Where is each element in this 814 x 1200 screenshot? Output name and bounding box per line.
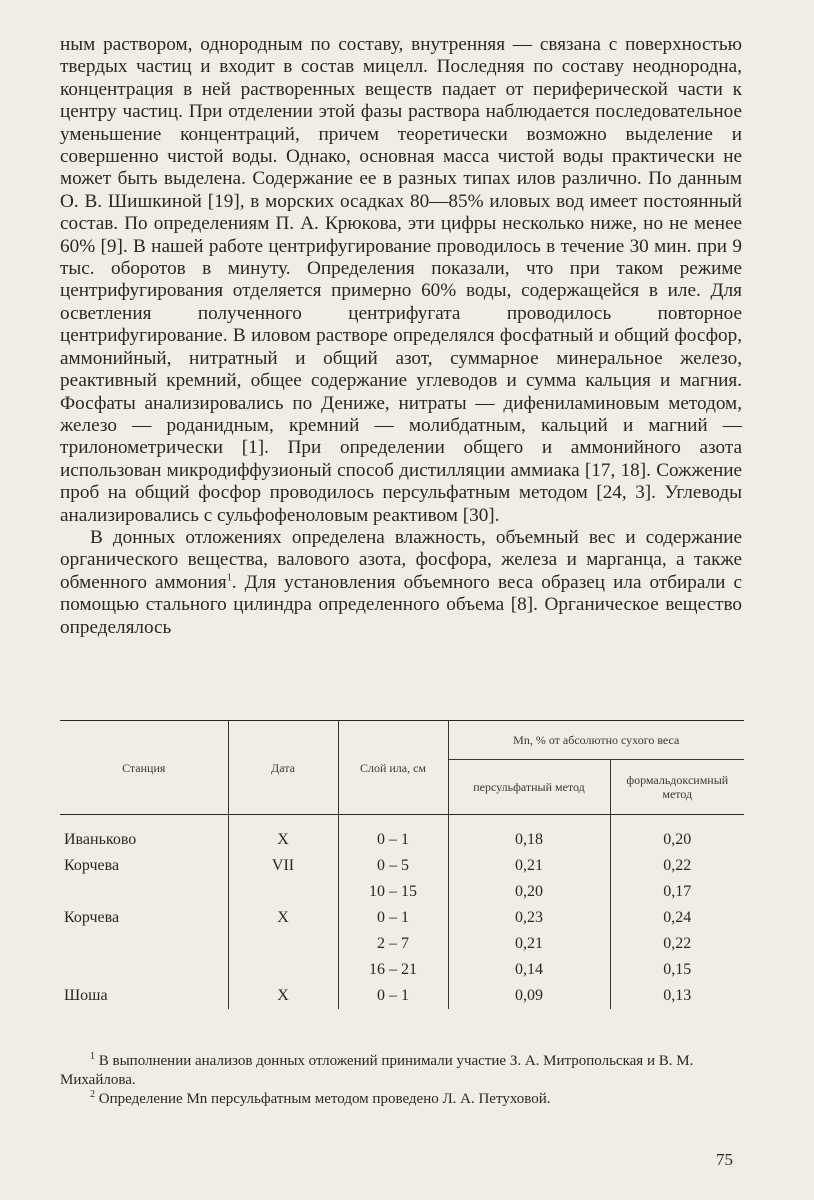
header-station: Станция <box>60 721 228 815</box>
cell-persulfate: 0,21 <box>448 931 610 957</box>
table-row <box>60 957 744 983</box>
cell-persulfate: 0,20 <box>448 879 610 905</box>
table-row <box>60 931 744 957</box>
cell-date <box>228 957 338 983</box>
table-row <box>60 853 744 879</box>
header-layer: Слой ила, см <box>338 721 448 815</box>
header-formaldoxime: формальдоксимный метод <box>610 760 744 815</box>
cell-station: Корчева <box>64 909 120 926</box>
table-row <box>60 815 744 854</box>
cell-layer: 2 – 7 <box>338 931 448 957</box>
cell-date <box>228 931 338 957</box>
table-body <box>60 815 744 1010</box>
body-text <box>60 34 742 639</box>
manganese-table <box>60 720 744 1009</box>
cell-formaldoxime: 0,22 <box>610 931 744 957</box>
cell-layer: 0 – 1 <box>338 983 448 1009</box>
cell-persulfate: 0,14 <box>448 957 610 983</box>
footnote-2-text: Определение Mn персульфатным методом проведено Л. А. Петуховой. <box>98 1091 551 1107</box>
header-persulfate: персульфатный метод <box>448 760 610 815</box>
footnote-1-text: В выполнении анализов донных отложений принимали участие З. А. Митропольская и В. М. Михайлова. <box>60 1053 694 1088</box>
paragraph-1: ным раствором, однородным по составу, внутренняя — связана с поверхностью твердых частиц и входит в состав мицелл. Последняя по составу неоднородна, концентрация в ней растворенных веществ падает от периферической части к центру частиц. При отделении этой фазы раствора наблюдается последовательное уменьшение концентраций, причем теоретически возможно выделение и совершенно чистой воды. Однако, основная масса чистой воды практически не может быть выделена. Содержание ее в разных типах илов различно. По данным О. В. Шишкиной [19], в морских осадках 80—85% иловых вод имеет постоянный состав. По определениям П. А. Крюкова, эти цифры несколько ниже, но не менее 60% [9]. В нашей работе центрифугирование проводилось в течение 30 мин. при 9 тыс. оборотов в минуту. Определения показали, что при таком режиме центрифугирования отделяется примерно 60% воды, содержащейся в иле. Для осветления полученного центрифугата проводилось повторное центрифугирование. В иловом растворе определялся фосфатный и общий фосфор, аммонийный, нитратный и общий азот, суммарное минеральное железо, реактивный кремний, общее содержание углеводов и сумма кальция и магния. Фосфаты анализировались по Дениже, нитраты — дифениламиновым методом, железо — роданидным, кремний — молибдатным, кальций и магний — трилонометрически [1]. При определении общего и аммонийного азота использован микродиффузионый способ дистилляции аммиака [17, 18]. Сожжение проб на общий фосфор проводилось персульфатным методом [24, 3]. Углеводы анализировались с сульфофеноловым реактивом [30]. <box>60 34 742 526</box>
cell-date: X <box>228 983 338 1009</box>
cell-layer: 0 – 1 <box>338 905 448 931</box>
cell-persulfate: 0,21 <box>448 853 610 879</box>
cell-layer: 10 – 15 <box>338 879 448 905</box>
cell-date: X <box>228 905 338 931</box>
cell-persulfate: 0,23 <box>448 905 610 931</box>
table-row <box>60 905 744 931</box>
cell-persulfate: 0,18 <box>448 815 610 854</box>
cell-layer: 0 – 1 <box>338 815 448 854</box>
footnote-1 <box>60 1052 750 1090</box>
cell-station: Иваньково <box>64 831 137 848</box>
header-date: Дата <box>228 721 338 815</box>
cell-formaldoxime: 0,13 <box>610 983 744 1009</box>
footnote-2 <box>60 1090 750 1109</box>
cell-date: X <box>228 815 338 854</box>
cell-station <box>60 957 228 983</box>
cell-layer: 16 – 21 <box>338 957 448 983</box>
table-row <box>60 983 744 1009</box>
footnote-1-mark: 1 <box>90 1051 95 1062</box>
cell-persulfate: 0,09 <box>448 983 610 1009</box>
footnotes <box>60 1052 750 1109</box>
cell-formaldoxime: 0,17 <box>610 879 744 905</box>
footnote-ref-1: 1 <box>226 572 232 584</box>
cell-layer: 0 – 5 <box>338 853 448 879</box>
cell-station <box>60 879 228 905</box>
cell-date: VII <box>228 853 338 879</box>
cell-station: Шоша <box>64 987 108 1004</box>
cell-formaldoxime: 0,20 <box>610 815 744 854</box>
cell-formaldoxime: 0,24 <box>610 905 744 931</box>
cell-formaldoxime: 0,15 <box>610 957 744 983</box>
paragraph-2-text: В донных отложениях определена влажность, объемный вес и содержание органического вещества, валового азота, фосфора, железа и марганца, а также обменного аммония <box>60 526 742 593</box>
paragraph-2 <box>60 527 742 639</box>
header-mn-group: Mn, % от абсолютно сухого веса <box>448 721 744 760</box>
cell-date <box>228 879 338 905</box>
cell-station <box>60 931 228 957</box>
footnote-2-mark: 2 <box>90 1089 95 1100</box>
paragraph-2-tail: . Для установления объемного веса образец ила отбирали с помощью стального цилиндра определенного объема [8]. Органическое вещество определялось <box>60 571 742 638</box>
cell-station: Корчева <box>64 857 120 874</box>
page-number: 75 <box>716 1150 733 1169</box>
cell-formaldoxime: 0,22 <box>610 853 744 879</box>
table-row <box>60 879 744 905</box>
